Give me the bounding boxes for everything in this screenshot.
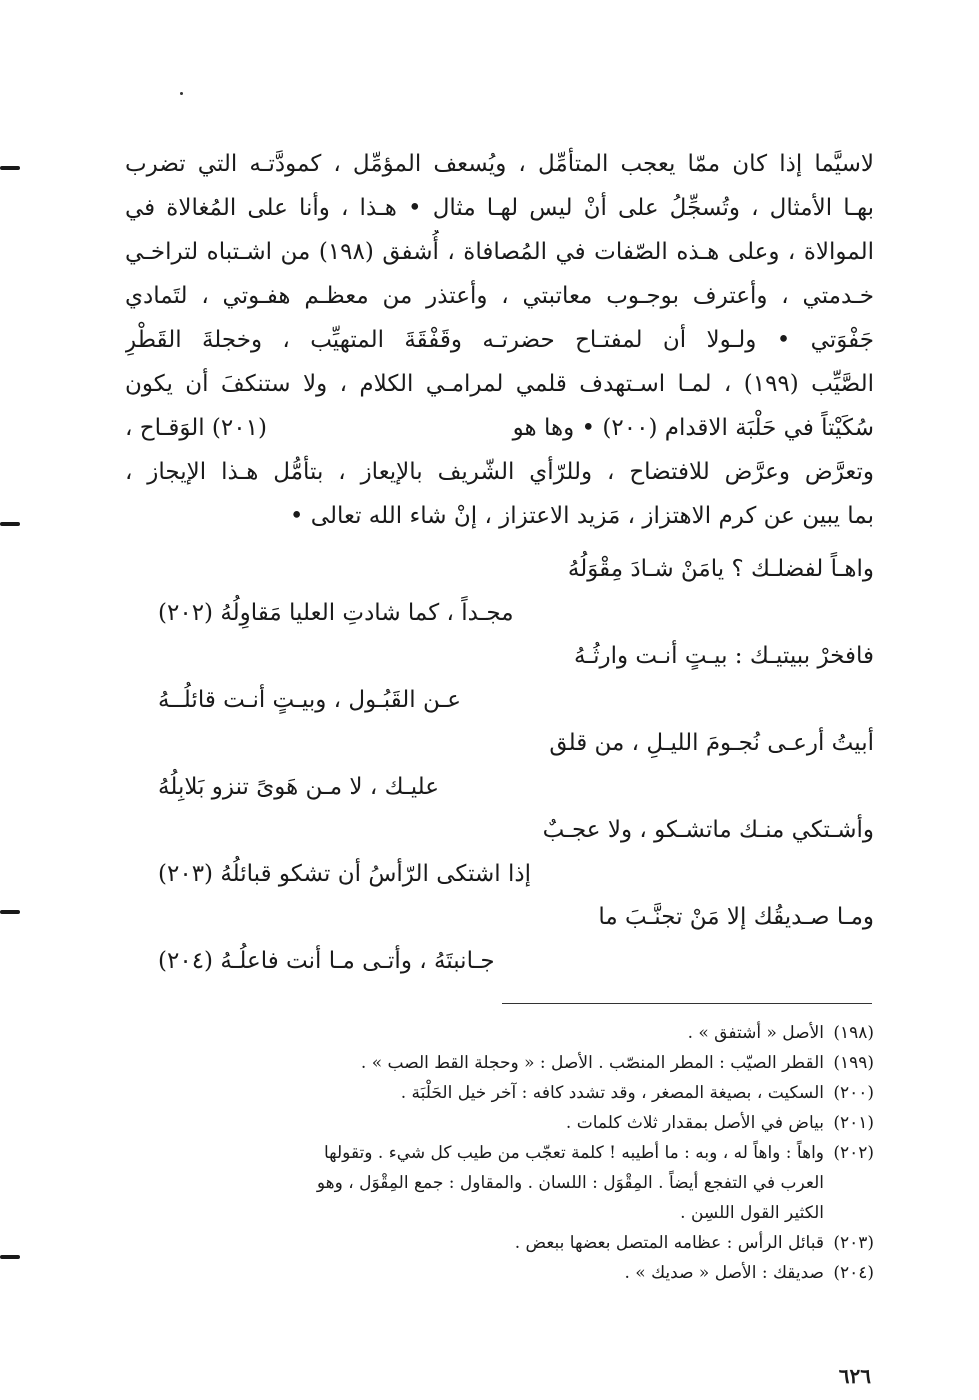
prose-line: الصَّيِّب (١٩٩) ، لمـا اسـتهدف قلمي لمرامـي الكلام ، ولا ستنكفَ أن يكون [125,371,874,397]
footnote-line: السكيت ، بصيغة المصغر ، وقد تشدد كافه : آخر خيل الحَلْبَة . [400,1083,824,1103]
footnote-line: القطر الصيّب : المطر المنصّب . الأصل : « وحجلة القط الصب » . [360,1053,824,1073]
footnote-number: (١٩٩) [833,1053,874,1073]
footnote [118,1078,874,1108]
verse-first-hemistich: واهـاً لفضلـك ؟ يامَنْ شـادَ مِقْوَلُهُ [567,556,874,582]
verse-first-hemistich: ومـا صـديقُك إلا مَنْ تجنَّـبَ ما [598,904,874,930]
footnote-line: صديقك : الأصل « صديك » . [624,1263,824,1283]
footnote-number: (٢٠١) [833,1113,874,1133]
page-number: ٦٢٦ [838,1364,871,1388]
footnote-line: الكثير القول اللسِن . [680,1203,824,1223]
footnote-number: (٢٠٠) [833,1083,874,1103]
prose-line-with-lacuna [125,406,874,450]
footnote [118,1138,874,1228]
footnote-separator [502,1003,872,1004]
prose-line: جَفْوَتي • ولـولا أن لمفتـاح حضرتـه وقَفْقَةَ المتهيِّب ، وخجلةَ القَطْرِ [125,327,874,353]
footnote-text [118,1018,824,1048]
lacuna-line-start: سُكَيْتاً في حَلْبَة الاقدام (٢٠٠) • وها هو [512,415,874,441]
footnote [118,1258,874,1288]
footnote-text [118,1228,824,1258]
poem-block [150,548,874,983]
footnote [118,1018,874,1048]
prose-line: وتعرَّض وعرَّض للافتضاح ، وللرّأي الشّريف بالإيعاز ، بتأمُّل هـذا الإيجاز ، [125,459,874,485]
footnote-text [118,1138,824,1228]
verse-second-hemistich: جـانبتَهُ ، وأتـى مـا أنت فاعلُـهُ (٢٠٤) [158,947,495,974]
verse-first-hemistich: فافخرْ ببيتيـك : بيـتٍ أنـت وارثُـهُ [574,643,874,669]
footnote [118,1048,874,1078]
footnote-number: (١٩٨) [833,1023,874,1043]
prose-line: بهـا الأمثال ، وتُسجِّلُ على أنْ ليس لهـا مثال • هـذا ، وأنا على المُغالاة في [125,195,874,221]
footnote [118,1228,874,1258]
footnote-text [118,1108,824,1138]
prose-line: لاسيَّما إذا كان ممّا يعجب المتأمِّل ، ويُسعف المؤمِّل ، كمودَّتـه التي تضرب [125,151,874,177]
footnote-line: العرب في التفجع أيضاً . المِقْوَل : اللسان . والمقاول : جمع المِقْوَل ، وهو [316,1173,824,1193]
prose-line: خـدمتي ، وأعترف بوجـوب معاتبتي ، وأعتذر من معظـم هفـوتي ، لتَمادي [125,283,874,309]
prose-line: الموالاة ، وعلى هـذه الصّفات في المُصافاة ، أُشفق (١٩٨) من اشـتباه لتراخـي [125,239,874,265]
verse-first-hemistich: أبيتُ أرعـى نُجـومَ الليـلِ ، من قلق [549,730,874,756]
verse-second-hemistich: إذا اشتكى الرّأسُ أن تشكو قبائلُهُ (٢٠٣) [158,860,532,887]
margin-tab-mark [0,910,20,914]
prose-line: بما يبين عن كرم الاهتزاز ، مَزيد الاعتزاز ، إنْ شاء الله تعالى • [289,503,874,529]
footnote-line: بياض في الأصل بمقدار ثلاث كلمات . [565,1113,824,1133]
footnotes-block [118,1018,874,1288]
footnote-number: (٢٠٢) [833,1143,874,1163]
footnote-text [118,1048,824,1078]
footnote-text [118,1078,824,1108]
ink-speck [180,92,183,95]
footnote-number: (٢٠٣) [833,1233,874,1253]
prose-block [125,142,874,538]
footnote-text [118,1258,824,1288]
verse-second-hemistich: عليـك ، لا مـن هَوىً تنزو بَلابِلُهُ [158,773,439,800]
footnote-line: الأصل « أشتفق » . [687,1023,824,1043]
footnote-line: واهاً : واهاً له ، وبه : ما أطيبه ! كلمة تعجّب من طيب كل شيء . وتقولها [323,1143,824,1163]
footnote-number: (٢٠٤) [833,1263,874,1283]
margin-tab-mark [0,1255,20,1259]
footnote-line: قبائل الرأس : عظامه المتصل بعضها ببعض . [514,1233,824,1253]
verse-second-hemistich: مجـداً ، كما شادتِ العليا مَقاوِلُهُ (٢٠٢) [158,599,514,626]
lacuna-line-end: (٢٠١) الوَقـاح ، [125,415,267,441]
margin-tab-mark [0,166,20,170]
verse-second-hemistich: عـن القَبُـول ، وبيـتٍ أنـت قائلُــهُ [158,686,461,713]
margin-tab-mark [0,522,20,526]
footnote [118,1108,874,1138]
verse-first-hemistich: وأشـتكي منـك ماتشـكو ، ولا عجـبٌ [542,817,874,843]
